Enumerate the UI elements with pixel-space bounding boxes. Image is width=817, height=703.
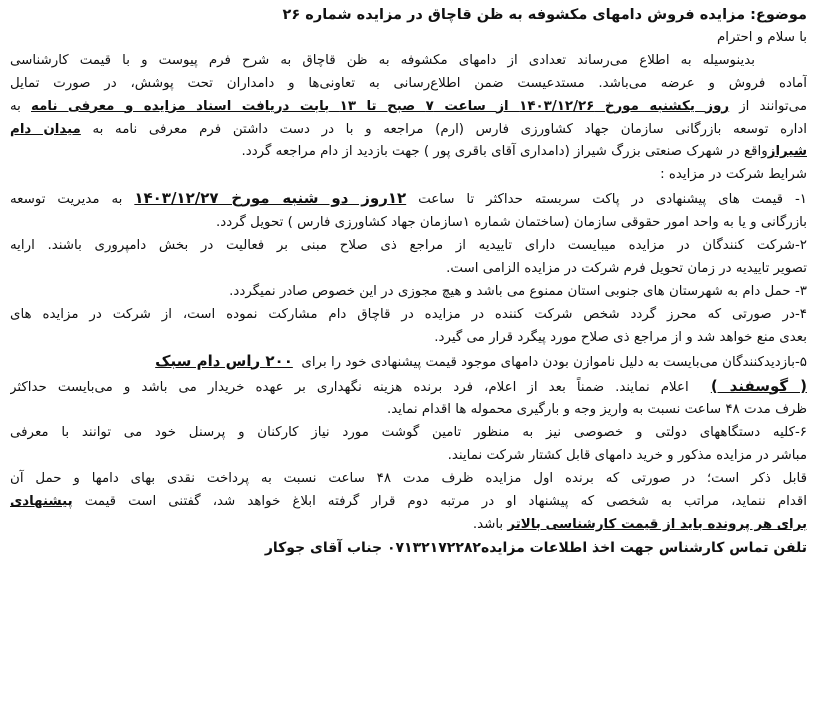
condition-1-end: به مدیریت توسعه [10, 192, 123, 208]
intro-line-5-text: واقع در شهرک صنعتی بزرگ شیراز (دامداری آقای باقری پور ) جهت بازدید از دام مراجعه گردد. [241, 144, 768, 160]
condition-1-deadline: ۱۲روز دو شنبه مورخ ۱۴۰۳/۱۲/۲۷ [134, 189, 407, 208]
intro-line-3-end: به [10, 98, 21, 114]
city-name: شیراز [767, 144, 807, 160]
livestock-market-name: میدان دام [10, 121, 81, 137]
intro-line-3 [10, 96, 807, 119]
condition-4-line-2: بعدی منع خواهد شد و از مراجع ذی صلاح مورد پیگرد قرار می گیرد. [434, 329, 807, 345]
condition-1-start: ۱- قیمت های پیشنهادی در پاکت سربسته حداکثر تا ساعت [418, 192, 807, 208]
intro-line-5 [10, 141, 807, 164]
price-requirement: برای هر پرونده باید از قیمت کارشناسی بالاتر [507, 516, 807, 532]
note-line-3-end: باشد. [472, 516, 504, 532]
intro-line-4 [10, 119, 807, 142]
intro-line-4-text: اداره توسعه بازرگانی سازمان جهاد کشاورزی فارس (ارم) مراجعه و با در دست داشتن فرم معرفی نامه به [92, 121, 807, 137]
condition-5-start: ۵-بازدیدکنندگان می‌بایست به دلیل ناموازن بودن دامهای موجود قیمت پیشنهادی خود را برای [301, 354, 807, 370]
intro-line-3-start: می‌توانند از [739, 98, 807, 114]
deadline-highlight: روز یکشنبه مورخ ۱۴۰۳/۱۲/۲۶ از ساعت ۷ صبح تا ۱۳ بابت دریافت اسناد مزایده و معرفی نامه [31, 98, 730, 114]
greeting: با سلام و احترام [717, 29, 807, 45]
condition-1-line-1 [10, 187, 807, 212]
note-line-1: قابل ذکر است؛ در صورتی که برنده اول مزایده ظرف مدت ۴۸ ساعت نسبت به پرداخت نقدی بهای دامها و حمل آن [10, 471, 807, 487]
proposed-price-label: پیشنهادی [10, 494, 73, 510]
livestock-type: ( گوسفند ) [710, 376, 807, 395]
condition-6-line-1: ۶-کلیه دستگاههای دولتی و خصوصی نیز به منظور تامین گوشت مورد نیاز کارکنان و پرسنل خود می توانند با معرفی [10, 425, 807, 441]
note-line-2-text: اقدام ننماید، مراتب به شخصی که پیشنهاد او در مرتبه دوم قرار گرفته ابلاغ خواهد شد، گفتنی است قیمت [84, 494, 807, 510]
condition-1-line-2: بازرگانی و یا به واحد امور حقوقی سازمان (ساختمان شماره ۱سازمان جهاد کشاورزی فارس ) تحویل گردد. [215, 215, 807, 231]
intro-line-2: آماده فروش و عرضه می‌باشد. مستدعیست ضمن اطلاع‌رسانی به تعاونی‌ها و دامداران تحت پوشش، در صورت تمایل [10, 75, 807, 91]
condition-4-line-1: ۴-در صورتی که محرز گردد شخص شرکت کننده در مزایده در قاچاق دام مشارکت نموده است، از شرکت در مزایده های [10, 306, 807, 322]
conditions-title: شرایط شرکت در مزایده : [660, 167, 807, 183]
intro-line-1: بدینوسیله به اطلاع می‌رساند تعدادی از دامهای مکشوفه به ظن قاچاق به شرح فرم پیوست و با قیمت کارشناسی [10, 52, 755, 68]
condition-3: ۳- حمل دام به شهرستان های جنوبی استان ممنوع می باشد و هیچ مجوزی در این خصوص صادر نمیگردد. [229, 283, 807, 299]
contact-footer: تلفن تماس کارشناس جهت اخذ اطلاعات مزایده۰۷۱۳۲۱۷۲۲۸۲ جناب آقای جوکار [264, 539, 807, 556]
condition-2-line-2: تصویر تاییدیه در زمان تحویل فرم شرکت در مزایده الزامی است. [446, 260, 807, 276]
condition-5-line-3: ظرف مدت ۴۸ ساعت نسبت به واریز وجه و بارگیری محموله ها اقدام نماید. [387, 402, 807, 418]
condition-2-line-1: ۲-شرکت کنندگان در مزایده میبایست دارای تاییدیه از مراجع ذی صلاح مبنی بر فعالیت در بخش دامپروری باشند. ارایه [10, 238, 807, 254]
livestock-quantity: ۲۰۰ راس دام سبک [155, 351, 293, 370]
condition-6-line-2: مباشر در مزایده مذکور و خرید دامهای قابل کشتار شرکت نمایند. [447, 448, 807, 464]
condition-5-line-1 [10, 350, 807, 375]
condition-5-line-2 [10, 375, 807, 400]
note-line-2 [10, 491, 807, 514]
condition-5-text: اعلام نمایند. ضمناً بعد از اعلام، فرد برنده هزینه نگهداری بر عهده خریدار می باشد و می‌بایست حداکثر [10, 379, 689, 395]
note-line-3 [10, 514, 807, 537]
subject-line: موضوع: مزایده فروش دامهای مکشوفه به ظن قاچاق در مزایده شماره ۲۶ [282, 7, 807, 23]
